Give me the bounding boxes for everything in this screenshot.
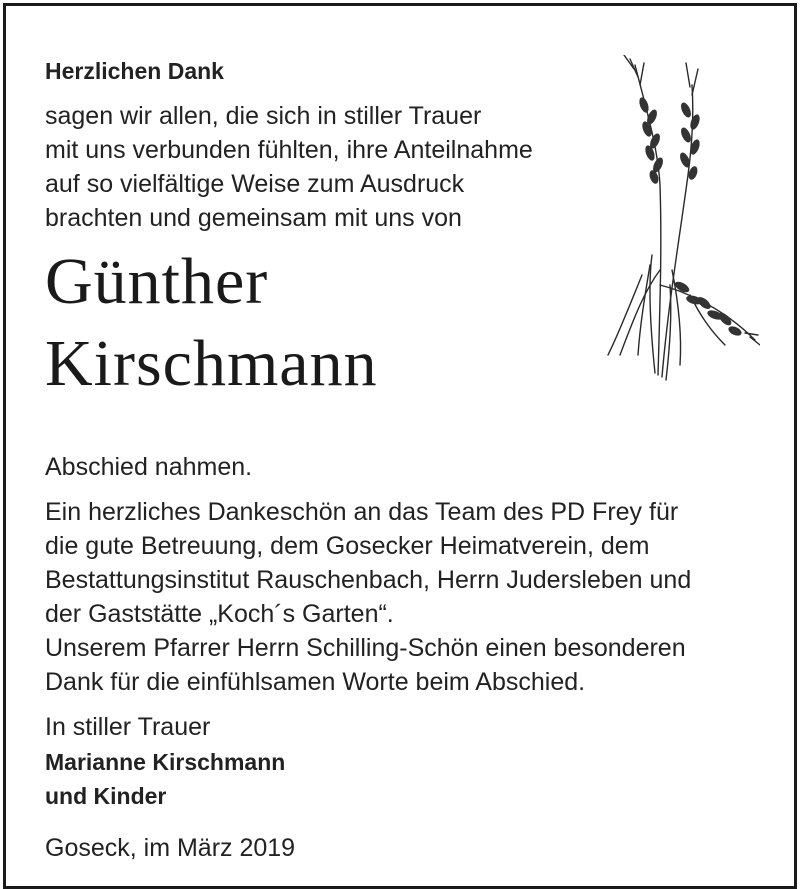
signatory-secondary: und Kinder xyxy=(45,783,167,809)
intro-line: sagen wir allen, die sich in stiller Trauer xyxy=(45,102,482,130)
wheat-ears-icon xyxy=(600,55,760,385)
intro-line: brachten und gemeinsam mit uns von xyxy=(45,204,462,232)
thanks-line: die gute Betreuung, dem Gosecker Heimatverein, dem xyxy=(45,532,650,560)
thanks-line: der Gaststätte „Koch´s Garten“. xyxy=(45,600,394,628)
deceased-last-name: Kirschmann xyxy=(45,327,378,400)
signatory-primary: Marianne Kirschmann xyxy=(45,749,286,775)
mourning-label: In stiller Trauer xyxy=(45,713,211,741)
intro-line: mit uns verbunden fühlten, ihre Anteilnahme xyxy=(45,136,533,164)
farewell-text: Abschied nahmen. xyxy=(45,453,253,481)
thanks-line: Unserem Pfarrer Herrn Schilling-Schön einen besonderen xyxy=(45,634,686,662)
intro-line: auf so vielfältige Weise zum Ausdruck xyxy=(45,170,465,198)
thanks-line: Dank für die einfühlsamen Worte beim Abschied. xyxy=(45,668,586,696)
heading: Herzlichen Dank xyxy=(45,58,224,84)
thanks-line: Ein herzliches Dankeschön an das Team des PD Frey für xyxy=(45,498,679,526)
thanks-line: Bestattungsinstitut Rauschenbach, Herrn Judersleben und xyxy=(45,566,692,594)
place-date: Goseck, im März 2019 xyxy=(45,834,296,862)
deceased-first-name: Günther xyxy=(45,245,269,318)
